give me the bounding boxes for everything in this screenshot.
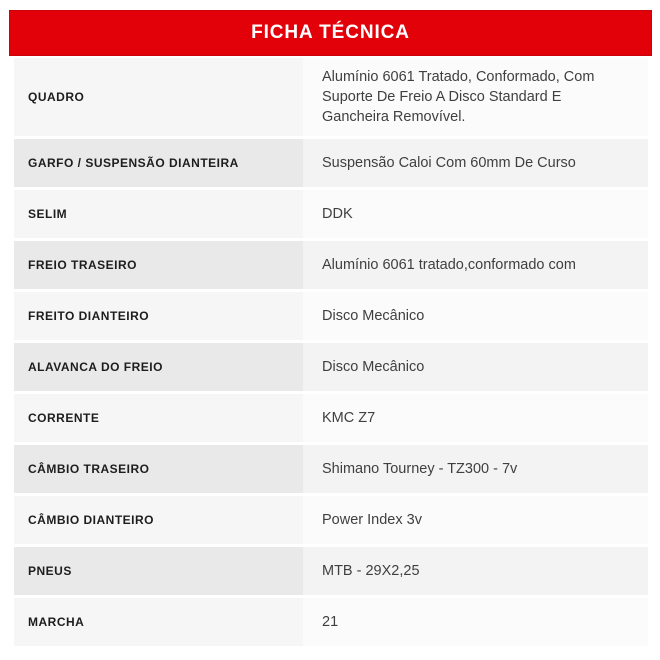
- spec-label: GARFO / SUSPENSÃO DIANTEIRA: [28, 156, 239, 170]
- spec-label-cell: [14, 547, 303, 595]
- table-row-cambio-dianteiro: [14, 496, 648, 544]
- spec-table: [14, 58, 648, 646]
- spec-value: Power Index 3v: [322, 512, 422, 528]
- spec-label: FREIO TRASEIRO: [28, 258, 138, 272]
- spec-value-cell: [303, 394, 648, 442]
- spec-value-cell: [303, 190, 648, 238]
- table-row-corrente: [14, 394, 648, 442]
- table-row-alavanca-freio: [14, 343, 648, 391]
- spec-value: Disco Mecânico: [322, 359, 425, 375]
- spec-value-cell: [303, 445, 648, 493]
- spec-label-cell: [14, 292, 303, 340]
- spec-label-cell: [14, 496, 303, 544]
- spec-value-cell: [303, 547, 648, 595]
- spec-label-cell: [14, 343, 303, 391]
- spec-label-cell: [14, 241, 303, 289]
- spec-label: CÂMBIO TRASEIRO: [28, 462, 150, 476]
- spec-value-cell: [303, 292, 648, 340]
- table-row-pneus: [14, 547, 648, 595]
- spec-label: MARCHA: [28, 615, 85, 629]
- spec-label: PNEUS: [28, 564, 72, 578]
- table-row-freito-dianteiro: [14, 292, 648, 340]
- spec-value-cell: [303, 598, 648, 646]
- spec-label: FREITO DIANTEIRO: [28, 309, 150, 323]
- page-title: FICHA TÉCNICA: [251, 22, 410, 43]
- table-row-selim: [14, 190, 648, 238]
- spec-label-cell: [14, 58, 303, 136]
- spec-value: MTB - 29X2,25: [322, 563, 420, 579]
- spec-label: QUADRO: [28, 90, 85, 104]
- spec-label-cell: [14, 139, 303, 187]
- spec-value: Alumínio 6061 Tratado, Conformado, Com Suporte De Freio A Disco Standard E Gancheira Removível.: [322, 69, 595, 125]
- spec-value: Alumínio 6061 tratado,conformado com: [322, 257, 576, 273]
- spec-value: 21: [322, 614, 339, 630]
- spec-value: Suspensão Caloi Com 60mm De Curso: [322, 155, 576, 171]
- spec-value: Disco Mecânico: [322, 308, 425, 324]
- spec-label-cell: [14, 598, 303, 646]
- spec-label: CÂMBIO DIANTEIRO: [28, 513, 154, 527]
- spec-value-cell: [303, 58, 648, 136]
- spec-label: CORRENTE: [28, 411, 100, 425]
- spec-label: ALAVANCA DO FREIO: [28, 360, 163, 374]
- table-row-quadro: [14, 58, 648, 136]
- ficha-tecnica-header: [9, 10, 652, 56]
- spec-value-cell: [303, 343, 648, 391]
- spec-value-cell: [303, 241, 648, 289]
- spec-value: Shimano Tourney - TZ300 - 7v: [322, 461, 518, 477]
- spec-value-cell: [303, 139, 648, 187]
- spec-label-cell: [14, 394, 303, 442]
- table-row-marcha: [14, 598, 648, 646]
- table-row-garfo-suspensao: [14, 139, 648, 187]
- spec-value-cell: [303, 496, 648, 544]
- spec-label-cell: [14, 445, 303, 493]
- spec-label: SELIM: [28, 207, 68, 221]
- table-row-freio-traseiro: [14, 241, 648, 289]
- spec-value: DDK: [322, 206, 353, 222]
- table-row-cambio-traseiro: [14, 445, 648, 493]
- spec-value: KMC Z7: [322, 410, 376, 426]
- spec-label-cell: [14, 190, 303, 238]
